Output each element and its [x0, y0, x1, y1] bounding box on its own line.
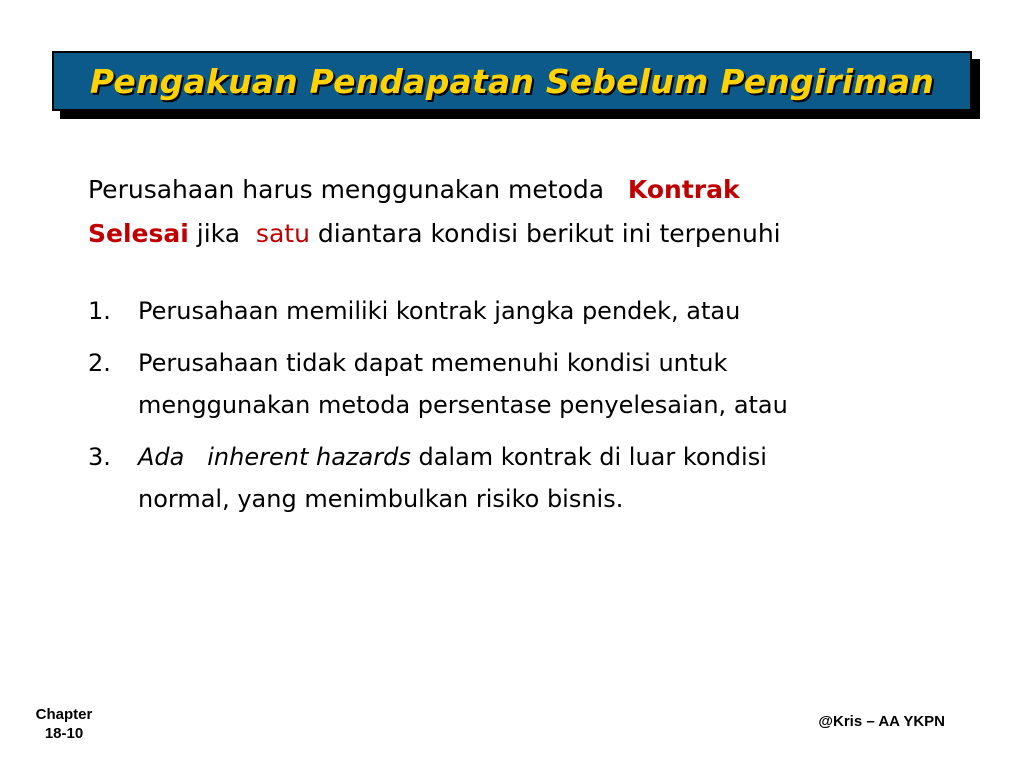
list-item: [88, 290, 988, 332]
list-item: [88, 342, 988, 426]
intro-line-1: [88, 168, 988, 212]
list-item: [88, 436, 988, 520]
satu-term: satu: [255, 219, 310, 248]
item-number: 3.: [88, 443, 111, 471]
condition-list: [88, 290, 988, 530]
chapter-label: [26, 705, 102, 743]
title-banner: [52, 51, 972, 111]
chapter-number: 18-10: [44, 725, 84, 742]
selesai-term: Selesai: [88, 219, 189, 248]
intro-text-2: diantara kondisi berikut ini terpenuhi: [317, 219, 781, 248]
item-text: [138, 436, 988, 478]
jika-text: jika: [196, 219, 241, 248]
item-text: Perusahaan memiliki kontrak jangka pendek, atau: [138, 297, 741, 325]
item-text: normal, yang menimbulkan risiko bisnis.: [138, 485, 624, 513]
intro-line-2: [88, 212, 988, 256]
item-text: menggunakan metoda persentase penyelesaian, atau: [138, 391, 788, 419]
item-number: 2.: [88, 349, 111, 377]
inherent-hazards-term: inherent hazards: [207, 443, 411, 471]
credit-text: @Kris – AA YKPN: [818, 713, 945, 730]
intro-text-1: Perusahaan harus menggunakan metoda: [88, 175, 605, 204]
item-text-rest: dalam kontrak di luar kondisi: [418, 443, 767, 471]
ada-text: Ada: [138, 443, 185, 471]
item-number: 1.: [88, 297, 111, 325]
chapter-text: Chapter: [35, 706, 93, 723]
item-text: Perusahaan tidak dapat memenuhi kondisi untuk: [138, 349, 728, 377]
intro-paragraph: [88, 168, 988, 256]
slide-title: Pengakuan Pendapatan Sebelum Pengiriman: [89, 61, 935, 101]
kontrak-term: Kontrak: [627, 175, 740, 204]
